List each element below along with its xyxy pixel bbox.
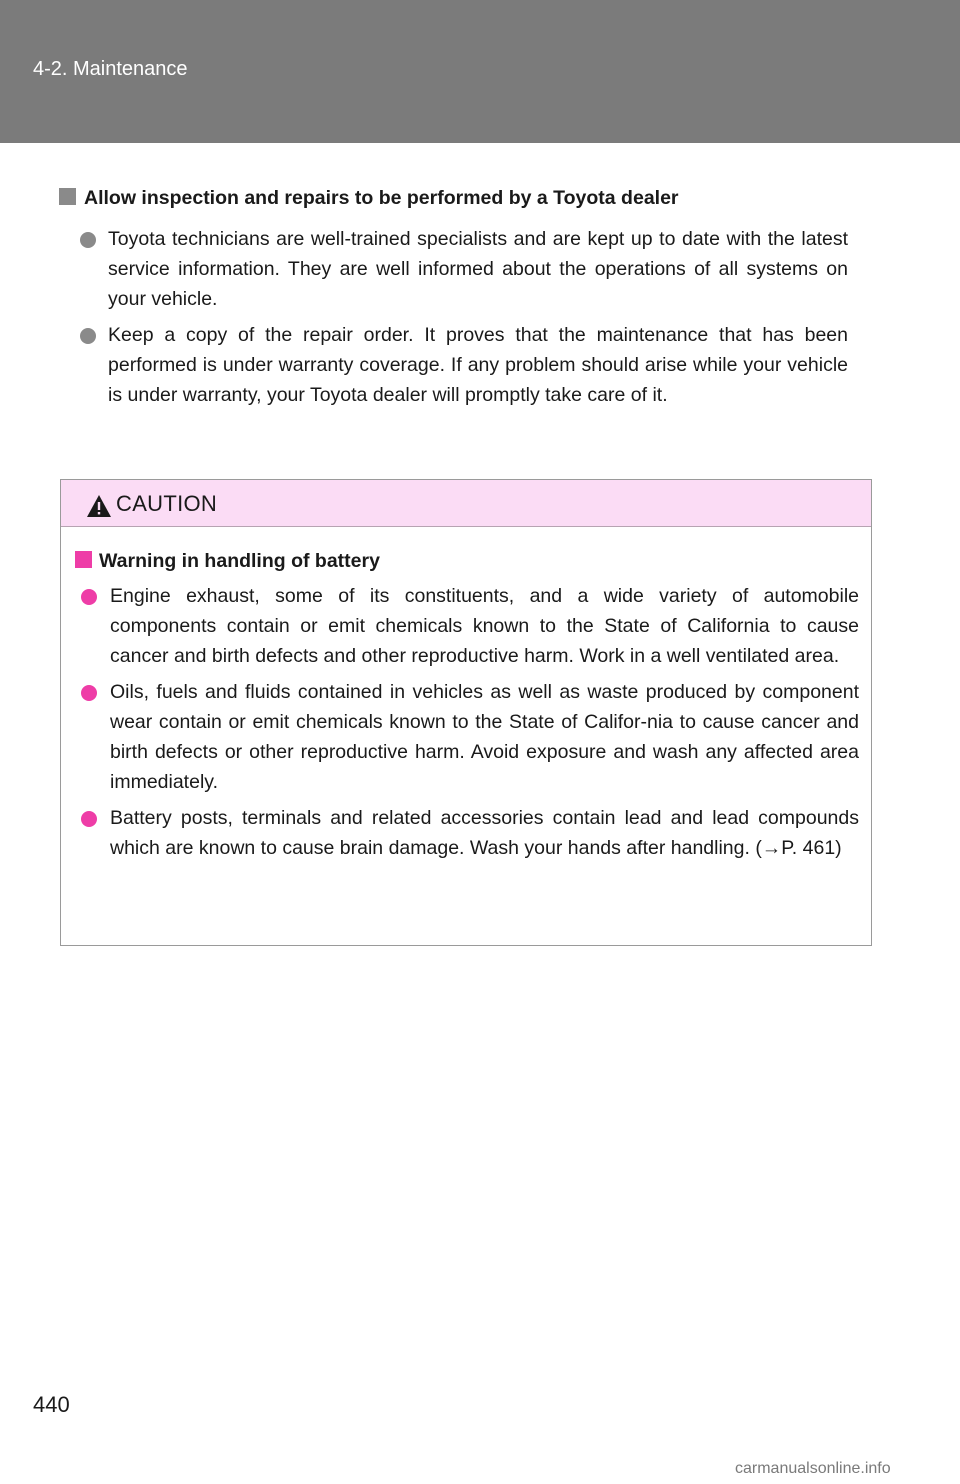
bullet-text: Engine exhaust, some of its constituents, and a wide variety of automobile components contain or emit chemicals known to the State of California to cause cancer and birth defects and other reproductive harm. Work in a well ventilated area. <box>110 585 859 667</box>
bullet-dot-icon <box>81 811 97 827</box>
bullet-dot-icon <box>81 685 97 701</box>
caution-box <box>60 479 872 946</box>
list-item <box>80 320 848 410</box>
caution-bullet-list <box>81 581 859 869</box>
list-item <box>80 224 848 314</box>
caution-heading-square-icon <box>75 551 92 568</box>
bullet-dot-icon <box>80 232 96 248</box>
intro-heading: Allow inspection and repairs to be performed by a Toyota dealer <box>84 187 679 209</box>
caution-header <box>61 480 871 527</box>
heading-square-icon <box>59 188 76 205</box>
list-item <box>81 677 859 797</box>
intro-bullet-list <box>80 224 848 416</box>
caution-title: CAUTION <box>116 491 218 516</box>
section-label: 4-2. Maintenance <box>33 58 188 80</box>
bullet-text: Keep a copy of the repair order. It proves that the maintenance that has been performed is under warranty coverage. If any problem should arise while your vehicle is under warranty, your Toyota dealer will promptly take care of it. <box>108 324 848 406</box>
warning-triangle-icon <box>86 494 112 518</box>
page-number: 440 <box>33 1392 70 1417</box>
list-item <box>81 581 859 671</box>
caution-heading: Warning in handling of battery <box>99 550 380 572</box>
bullet-dot-icon <box>81 589 97 605</box>
bullet-text: Toyota technicians are well-trained specialists and are kept up to date with the latest service information. They are well informed about the operations of all systems on your vehicle. <box>108 228 848 310</box>
list-item <box>81 803 859 863</box>
bullet-text: Battery posts, terminals and related accessories contain lead and lead compounds which are known to cause brain damage. Wash your hands after handling. (→P. 461) <box>110 807 859 859</box>
bullet-dot-icon <box>80 328 96 344</box>
header-bar <box>0 0 960 143</box>
watermark: carmanualsonline.info <box>735 1460 891 1477</box>
bullet-text: Oils, fuels and fluids contained in vehicles as well as waste produced by component wear contain or emit chemicals known to the State of Califor-nia to cause cancer and birth defects or other reproductive harm. Avoid exposure and wash any affected area immediately. <box>110 681 859 793</box>
